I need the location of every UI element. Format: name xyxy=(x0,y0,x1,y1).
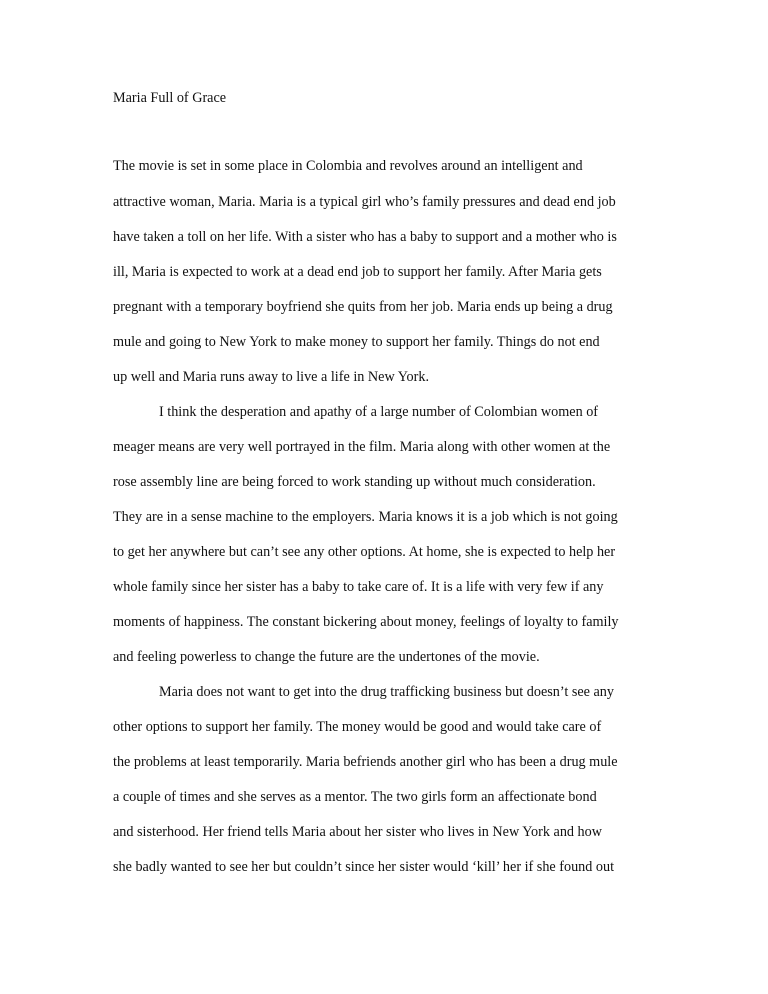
text-line: moments of happiness. The constant bickering about money, feelings of loyalty to family xyxy=(113,614,619,630)
text-line: pregnant with a temporary boyfriend she quits from her job. Maria ends up being a drug xyxy=(113,299,613,315)
text-line: and feeling powerless to change the future are the undertones of the movie. xyxy=(113,649,540,665)
text-line: attractive woman, Maria. Maria is a typical girl who’s family pressures and dead end job xyxy=(113,194,616,210)
text-line: she badly wanted to see her but couldn’t since her sister would ‘kill’ her if she found out xyxy=(113,859,615,875)
text-line: meager means are very well portrayed in the film. Maria along with other women at the xyxy=(113,439,611,455)
text-line: ill, Maria is expected to work at a dead end job to support her family. After Maria gets xyxy=(113,264,602,280)
text-line: a couple of times and she serves as a mentor. The two girls form an affectionate bond xyxy=(113,789,597,805)
text-line: They are in a sense machine to the employers. Maria knows it is a job which is not going xyxy=(113,509,618,525)
text-line: the problems at least temporarily. Maria befriends another girl who has been a drug mule xyxy=(113,754,618,770)
document-title: Maria Full of Grace xyxy=(113,90,227,106)
text-line: and sisterhood. Her friend tells Maria about her sister who lives in New York and how xyxy=(113,824,602,840)
paragraph-start-line: Maria does not want to get into the drug trafficking business but doesn’t see any xyxy=(159,684,614,700)
text-line: rose assembly line are being forced to work standing up without much consideration. xyxy=(113,474,596,490)
text-line: mule and going to New York to make money to support her family. Things do not end xyxy=(113,334,600,350)
paragraph-start-line: I think the desperation and apathy of a large number of Colombian women of xyxy=(159,404,599,420)
text-line: The movie is set in some place in Colombia and revolves around an intelligent and xyxy=(113,158,583,174)
text-line: to get her anywhere but can’t see any other options. At home, she is expected to help her xyxy=(113,544,616,560)
text-line: up well and Maria runs away to live a life in New York. xyxy=(113,369,429,385)
text-line: whole family since her sister has a baby to take care of. It is a life with very few if any xyxy=(113,579,604,595)
text-line: have taken a toll on her life. With a sister who has a baby to support and a mother who is xyxy=(113,229,617,245)
text-line: other options to support her family. The money would be good and would take care of xyxy=(113,719,602,735)
